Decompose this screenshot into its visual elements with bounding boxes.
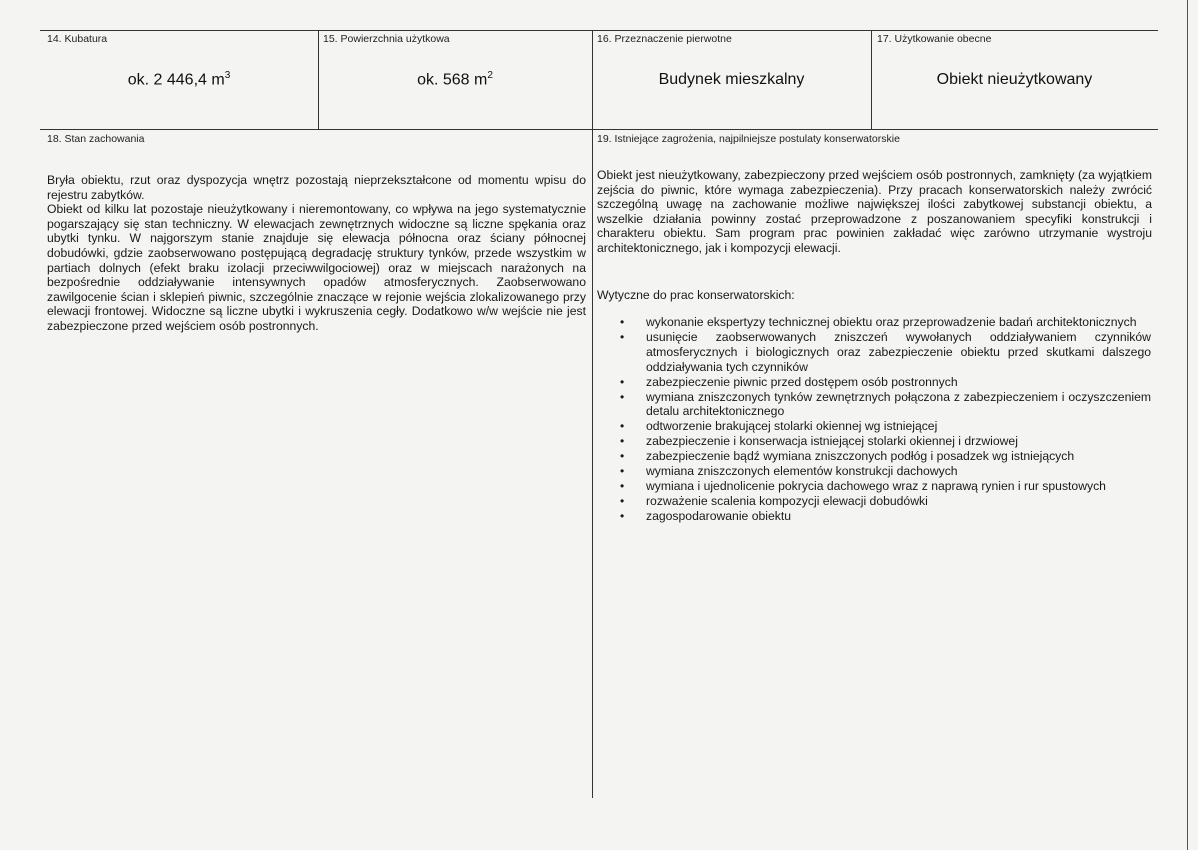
- guidelines-list: [620, 315, 1151, 524]
- guideline-text: rozważenie scalenia kompozycji elewacji dobudówki: [646, 493, 928, 508]
- kubatura-value: ok. 2 446,4 $m^3$: [127, 70, 231, 89]
- guideline-text: odtworzenie brakującej stolarki okiennej wg istniejącej: [646, 419, 938, 434]
- guideline-item: [620, 493, 1151, 509]
- guideline-text: wykonanie ekspertyzy technicznej obiektu oraz przeprowadzenie badań architektonicznych: [646, 315, 1137, 329]
- bullet-icon: •: [620, 508, 625, 523]
- bullet-icon: •: [620, 329, 625, 344]
- guideline-text: zabezpieczenie piwnic przed dostępem osób postronnych: [646, 374, 958, 389]
- guideline-text: usunięcie zaobserwowanych zniszczeń wywołanych oddziaływaniem czynników atmosferycznych i biologicznych oraz zabezpieczenie obiektu przed skutkami dalszego oddziaływania tych czynników: [646, 329, 1151, 374]
- guideline-item: [620, 389, 1151, 420]
- zagrozenia-label: 19. Istniejące zagrożenia, najpilniejsze postulaty konserwatorskie: [597, 133, 900, 145]
- guideline-text: zagospodarowanie obiektu: [646, 508, 792, 523]
- guideline-item: [620, 329, 1151, 375]
- bullet-icon: •: [620, 449, 625, 464]
- uzytkowanie-value: Obiekt nieużytkowany: [936, 71, 1093, 88]
- top-rule: [40, 30, 1158, 31]
- bullet-icon: •: [620, 434, 625, 449]
- guideline-text: wymiana zniszczonych tynków zewnętrznych połączona z zabezpieczeniem i oczyszczeniem detalu architektonicznego: [646, 389, 1151, 419]
- guideline-item: [620, 449, 1151, 464]
- powierzchnia-value: ok. 568 $m^2$: [417, 70, 493, 89]
- stan-text: [47, 173, 586, 334]
- guideline-item: [620, 374, 1151, 390]
- bullet-icon: •: [620, 478, 625, 493]
- guideline-item: [620, 478, 1151, 494]
- guideline-item: [620, 464, 1151, 479]
- stan-paragraph: Bryła obiektu, rzut oraz dyspozycja wnętrz pozostają nieprzekształcone od momentu wpisu do rejestru zabytków.: [47, 173, 586, 202]
- guideline-item: [620, 434, 1151, 449]
- bullet-icon: •: [620, 464, 625, 479]
- zagrozenia-intro: Obiekt jest nieużytkowany, zabezpieczony przed wejściem osób postronnych, zamknięty (za wyjątkiem zejścia do piwnic, które wymaga zabezpieczenia). Przy pracach konserwatorskich należy zwrócić szczególną uwagę na zachowanie możliwe największej ilości zabytkowej substancji obiektu, a wszelkie działania powinny zostać przeprowadzone z poszanowaniem specyfiki konstrukcji i charakteru obiektu. Sam program prac powinien zakładać więc zarówno utrzymanie wystroju architektonicznego, jak i kompozycji elewacji.: [597, 168, 1152, 255]
- stan-paragraph: Obiekt od kilku lat pozostaje nieużytkowany i nieremontowany, co wpływa na jego systematycznie pogarszający się stan techniczny. W elewacjach zewnętrznych widoczne są liczne spękania oraz ubytki tynku. W najgorszym stanie znajduje się elewacja północna oraz ściany północnej dobudówki, gdzie zaobserwowano postępującą degradację struktury tynków, przede wszystkim w partiach dolnych (efekt braku izolacji przeciwwilgociowej) oraz w miejscach narażonych na bezpośrednie oddziaływanie intensywnych opadów atmosferycznych. Zaobserwowano zawilgocenie ścian i sklepień piwnic, szczególnie znaczące w rejonie wejścia zlokalizowanego przy elewacji frontowej. Widoczne są liczne ubytki i wykruszenia cegły. Dodatkowo w/w wejście nie jest zabezpieczone przed wejściem osób postronnych.: [47, 202, 586, 333]
- przeznaczenie-label: 16. Przeznaczenie pierwotne: [597, 33, 732, 45]
- bullet-icon: •: [620, 389, 625, 404]
- bullet-icon: •: [620, 315, 625, 329]
- kubatura-label: 14. Kubatura: [47, 33, 108, 45]
- stan-label: 18. Stan zachowania: [47, 133, 145, 145]
- page-edge: [1187, 0, 1188, 850]
- guideline-text: wymiana i ujednolicenie pokrycia dachowego wraz z naprawą rynien i rur spustowych: [646, 478, 1106, 493]
- guideline-item: [620, 508, 1151, 524]
- bullet-icon: •: [620, 374, 625, 389]
- guideline-text: zabezpieczenie i konserwacja istniejącej stolarki okiennej i drzwiowej: [646, 434, 1018, 449]
- guideline-item: [620, 315, 1151, 330]
- guideline-text: zabezpieczenie bądź wymiana zniszczonych podłóg i posadzek wg istniejących: [646, 449, 1075, 464]
- przeznaczenie-value: Budynek mieszkalny: [658, 71, 805, 88]
- guidelines-heading: Wytyczne do prac konserwatorskich:: [597, 288, 795, 302]
- bullet-icon: •: [620, 493, 625, 508]
- middle-rule: [40, 129, 1158, 130]
- guideline-text: wymiana zniszczonych elementów konstrukcji dachowych: [646, 464, 958, 479]
- uzytkowanie-label: 17. Użytkowanie obecne: [877, 33, 992, 45]
- powierzchnia-label: 15. Powierzchnia użytkowa: [323, 33, 450, 45]
- guideline-item: [620, 419, 1151, 434]
- divider-main: [592, 30, 593, 798]
- bullet-icon: •: [620, 419, 625, 434]
